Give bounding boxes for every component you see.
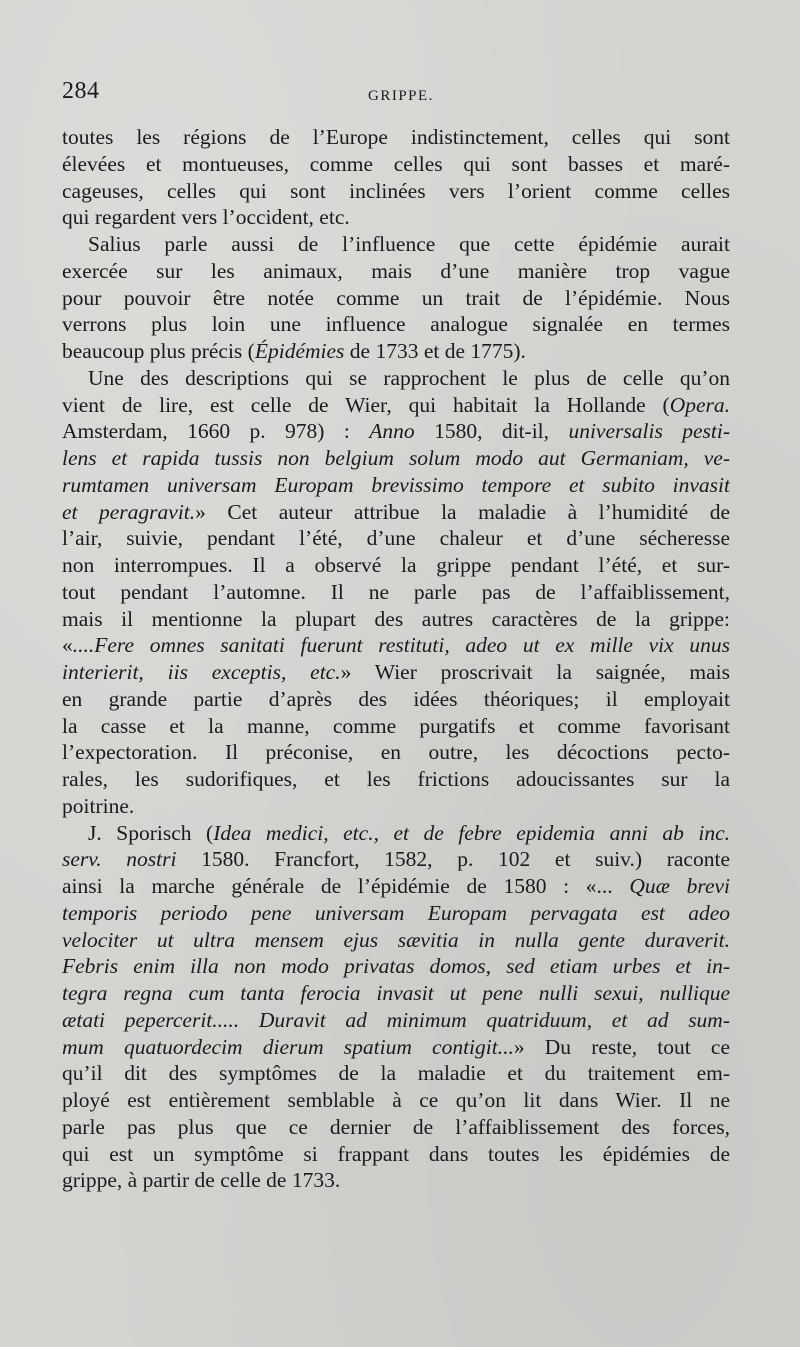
text-line [62,606,730,633]
text-span: exercée sur les animaux, mais d’une manière trop vague [62,258,730,283]
text-line [62,1114,730,1141]
italic-text: temporis periodo pene universam Europam pervagata est adeo [62,900,730,925]
running-head [62,78,730,118]
text-span: beaucoup plus précis ( [62,339,255,363]
text-span: élevées et montueuses, comme celles qui sont basses et maré- [62,151,730,176]
text-line [62,311,730,338]
text-line [62,365,730,392]
italic-text: mum quatuordecim dierum spatium contigit... [62,1034,514,1059]
italic-text: velociter ut ultra mensem ejus sævitia in nulla gente duraverit. [62,927,730,952]
text-line [62,124,730,151]
text-line [62,1167,730,1194]
text-span: qu’il dit des symptômes de la maladie et du traitement em- [62,1061,730,1086]
text-line [62,204,730,231]
text-line [62,472,730,499]
text-span: » Wier proscrivait la saignée, mais [340,660,730,684]
body-text [62,124,730,1194]
text-span: parle pas plus que ce dernier de l’affaiblissement des forces, [62,1114,730,1139]
text-span: Salius parle aussi de l’influence que cette épidémie aurait [88,232,730,256]
text-span: 1580. Francfort, 1582, p. 102 et suiv.) raconte [176,847,730,872]
text-span: la casse et la manne, comme purgatifs et comme favorisant [62,713,730,738]
text-line [62,392,730,419]
text-line [62,151,730,178]
text-line [62,1060,730,1087]
text-line [62,927,730,954]
italic-text: rumtamen universam Europam brevissimo tempore et subito invasit [62,472,730,497]
text-line [62,1087,730,1114]
text-span: l’air, suivie, pendant l’été, d’une chaleur et d’une sécheresse [62,526,730,551]
text-line [62,980,730,1007]
text-line [62,739,730,766]
text-span: » Du reste, tout ce [513,1034,730,1059]
text-span: » Cet auteur attribue la maladie à l’humidité de [195,499,730,524]
text-span: Une des descriptions qui se rapprochent le plus de celle qu’on [88,365,730,390]
text-line [62,766,730,793]
italic-text: Idea medici, etc., et de febre epidemia anni ab inc. [213,820,730,845]
italic-text: universalis pesti- [568,419,730,444]
text-line [62,525,730,552]
text-span: ployé est entièrement semblable à ce qu’on lit dans Wier. Il ne [62,1088,730,1112]
text-line [62,418,730,445]
text-span: en grande partie d’après des idées théoriques; il employait [62,686,730,711]
text-line [62,579,730,606]
text-line [62,900,730,927]
text-line [62,231,730,258]
text-line [62,1141,730,1168]
italic-text: Febris enim illa non modo privatas domos, sed etiam urbes et in- [62,954,730,979]
text-span: verrons plus loin une influence analogue signalée en termes [62,312,730,337]
text-line [62,445,730,472]
text-line [62,846,730,873]
text-line [62,258,730,285]
italic-text: serv. nostri [62,847,177,872]
italic-text: Anno [369,419,415,444]
text-span: tout pendant l’automne. Il ne parle pas de l’affaiblissement, [62,579,730,604]
text-span: cageuses, celles qui sont inclinées vers l’orient comme celles [62,178,730,203]
text-line [62,178,730,205]
text-span: qui est un symptôme si frappant dans toutes les épidémies de [62,1141,730,1166]
text-span: non interrompues. Il a observé la grippe pendant l’été, et sur- [62,553,730,577]
text-line [62,285,730,312]
text-span: ainsi la marche générale de l’épidémie de 1580 : «... [62,874,630,898]
text-line [62,873,730,900]
text-span: « [62,633,73,658]
text-span: 1580, dit-il, [414,419,569,444]
text-line [62,820,730,847]
italic-text: tegra regna cum tanta ferocia invasit ut pene nulli sexui, nullique [62,981,730,1005]
text-line [62,338,730,365]
italic-text: ætati pepercerit..... Duravit ad minimum quatriduum, et ad sum- [62,1007,730,1032]
text-line [62,953,730,980]
text-span: Amsterdam, 1660 p. 978) : [62,419,370,444]
italic-text: Épidémies [254,339,345,363]
text-line [62,552,730,579]
text-span: pour pouvoir être notée comme un trait de l’épidémie. Nous [62,285,730,310]
italic-text: et peragravit. [62,499,196,524]
italic-text: interierit, iis exceptis, etc. [62,660,341,684]
text-line [62,713,730,740]
italic-text: ....Fere omnes sanitati fuerunt restituti, adeo ut ex mille vix unus [72,633,730,658]
text-line [62,1034,730,1061]
italic-text: Opera. [669,392,730,417]
text-span: qui regardent vers l’occident, etc. [62,205,350,230]
text-span: poitrine. [62,793,135,818]
page-number: 284 [62,78,100,104]
text-line [62,1007,730,1034]
italic-text: Quæ brevi [629,874,730,898]
text-line [62,686,730,713]
text-span: mais il mentionne la plupart des autres caractères de la grippe: [62,606,730,631]
running-title: GRIPPE. [368,88,434,104]
text-span: toutes les régions de l’Europe indistinctement, celles qui sont [62,125,730,149]
text-line [62,632,730,659]
text-span: rales, les sudorifiques, et les frictions adoucissantes sur la [62,767,730,791]
text-line [62,659,730,686]
text-span: grippe, à partir de celle de 1733. [62,1168,341,1193]
italic-text: lens et rapida tussis non belgium solum modo aut Germaniam, ve- [62,446,730,470]
text-line [62,499,730,526]
text-span: de 1733 et de 1775). [344,339,526,363]
text-line [62,793,730,820]
text-span: vient de lire, est celle de Wier, qui habitait la Hollande ( [62,392,670,417]
text-span: l’expectoration. Il préconise, en outre, les décoctions pecto- [62,740,730,765]
text-span: J. Sporisch ( [88,820,214,845]
